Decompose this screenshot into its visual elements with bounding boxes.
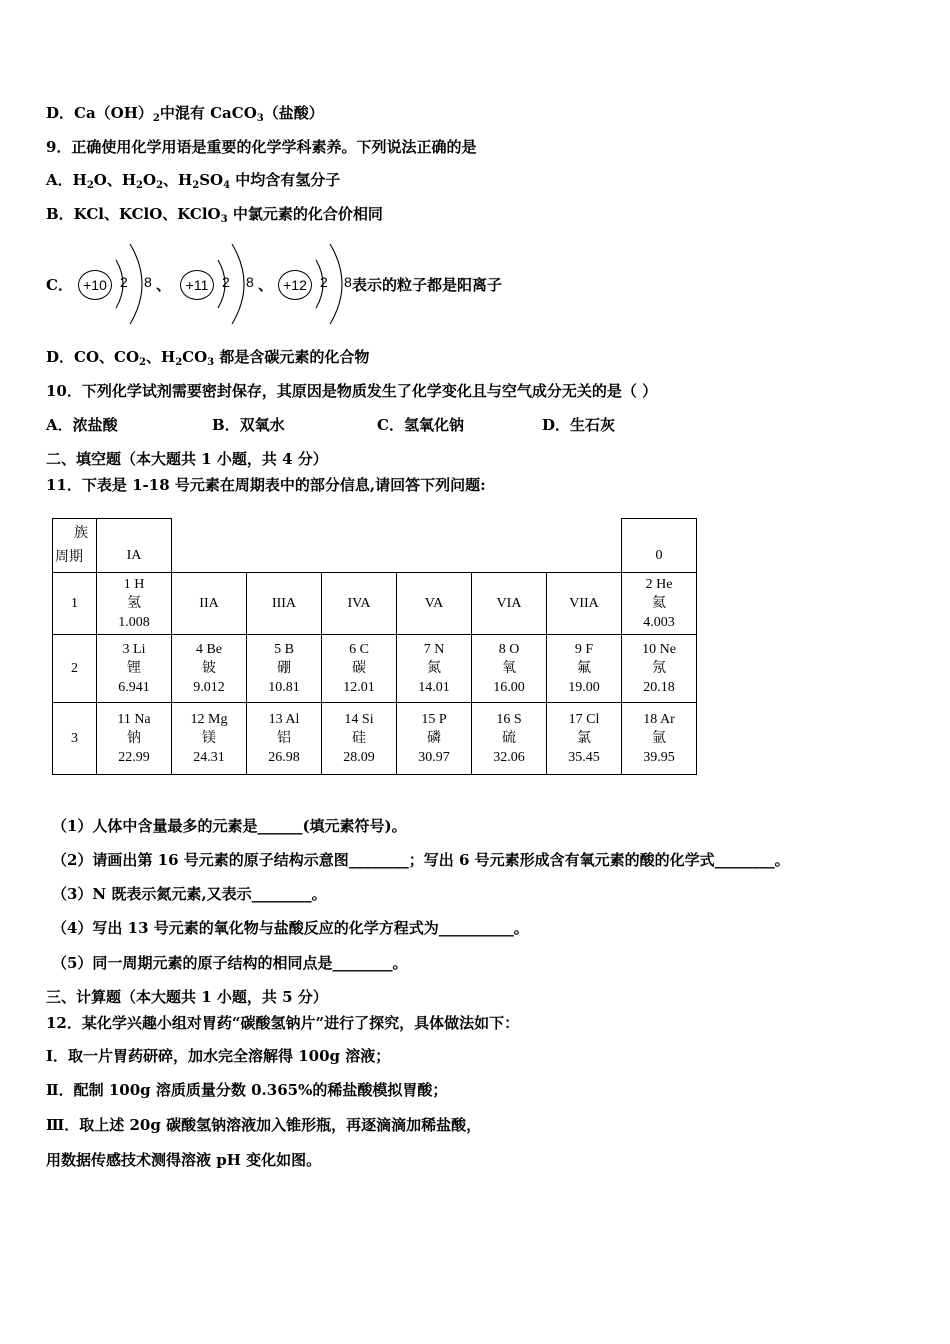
q10-option-a: A．浓盐酸 [46, 416, 118, 434]
element-cell: 12 Mg 镁 24.31 [172, 703, 247, 775]
shell-1-count: 2 [222, 274, 230, 290]
q9-option-c-text: 表示的粒子都是阳离子 [352, 276, 503, 294]
q12-step-3: Ⅲ．取上述 20g 碳酸氢钠溶液加入锥形瓶，再逐滴滴加稀盐酸， [46, 1116, 482, 1134]
element-cell: 7 N 氮 14.01 [397, 635, 472, 703]
element-cell: 4 Be 铍 9.012 [172, 635, 247, 703]
q11-sub-1: （1）人体中含量最多的元素是______(填元素符号)。 [52, 817, 407, 835]
q12-stem: 12．某化学兴趣小组对胃药“碳酸氢钠片”进行了探究，具体做法如下： [46, 1014, 520, 1032]
q9-option-a: A．$H_2O$、$H_2O_2$、$H_2SO_4$ 中均含有氢分子 [46, 171, 341, 191]
element-cell: 9 F 氟 19.00 [547, 635, 622, 703]
q8-option-d: D．$Ca(OH)_2$中混有 CaCO$_3$（盐酸） [46, 104, 324, 124]
element-cell: 5 B 硼 10.81 [247, 635, 322, 703]
atom-diagram-na [180, 238, 280, 328]
q10-option-c: C．氢氧化钠 [377, 416, 464, 434]
q11-sub-4: （4）写出 13 号元素的氧化物与盐酸反应的化学方程式为__________。 [52, 919, 529, 937]
separator: 、 [156, 276, 172, 294]
shell-2-count: 8 [246, 274, 254, 290]
nucleus: +10 [78, 270, 112, 300]
q10-option-b: B．双氧水 [212, 416, 285, 434]
group-ia-header: IA [97, 519, 172, 573]
q11-sub-3: （3）N 既表示氮元素,又表示________。 [52, 885, 327, 903]
nucleus: +12 [278, 270, 312, 300]
element-cell: 8 O 氧 16.00 [472, 635, 547, 703]
element-cell: 15 P 磷 30.97 [397, 703, 472, 775]
element-cell: 14 Si 硅 28.09 [322, 703, 397, 775]
element-cell: 18 Ar 氩 39.95 [622, 703, 697, 775]
q9-stem: 9．正确使用化学用语是重要的化学学科素养。下列说法正确的是 [46, 138, 477, 156]
shell-1-count: 2 [320, 274, 328, 290]
group-va-header: VA [397, 573, 472, 635]
section-2-heading: 二、填空题（本大题共 1 小题，共 4 分） [46, 450, 328, 468]
period-1: 1 [53, 573, 97, 635]
atom-diagram-mg [278, 238, 358, 328]
q9-option-d: D．CO、$CO_2$、$H_2CO_3$ 都是含碳元素的化合物 [46, 348, 370, 368]
periodic-table [52, 518, 697, 775]
element-cell: 17 Cl 氯 35.45 [547, 703, 622, 775]
element-cell: 11 Na 钠 22.99 [97, 703, 172, 775]
element-cell: 13 Al 铝 26.98 [247, 703, 322, 775]
group-0-header: 0 [622, 519, 697, 573]
element-cell: 6 C 碳 12.01 [322, 635, 397, 703]
q11-sub-5: （5）同一周期元素的原子结构的相同点是________。 [52, 954, 408, 972]
q11-sub-2: （2）请画出第 16 号元素的原子结构示意图________；写出 6 号元素形成含有氧元素的酸的化学式________。 [52, 851, 790, 869]
element-h: 1 H 氢 1.008 [97, 573, 172, 635]
q12-step-2: Ⅱ．配制 100g 溶质质量分数 0.365%的稀盐酸模拟胃酸； [46, 1081, 448, 1099]
shell-2-count: 8 [144, 274, 152, 290]
element-cell: 10 Ne 氖 20.18 [622, 635, 697, 703]
period-2: 2 [53, 635, 97, 703]
group-viia-header: VIIA [547, 573, 622, 635]
atom-diagram-ne [78, 238, 178, 328]
q9-option-b: B．KCl、KClO、KClO$_3$ 中氯元素的化合价相同 [46, 205, 383, 225]
period-3: 3 [53, 703, 97, 775]
corner-cell: 族 周期 [53, 519, 97, 573]
element-cell: 3 Li 锂 6.941 [97, 635, 172, 703]
q9-option-c-label: C． [46, 276, 73, 294]
q12-step-1: Ⅰ．取一片胃药研碎，加水完全溶解得 100g 溶液； [46, 1047, 391, 1065]
group-via-header: VIA [472, 573, 547, 635]
section-3-heading: 三、计算题（本大题共 1 小题，共 5 分） [46, 988, 328, 1006]
separator: 、 [258, 276, 274, 294]
element-cell: 16 S 硫 32.06 [472, 703, 547, 775]
element-he: 2 He 氦 4.003 [622, 573, 697, 635]
shell-1-count: 2 [120, 274, 128, 290]
q11-stem: 11．下表是 1-18 号元素在周期表中的部分信息,请回答下列问题: [46, 476, 486, 494]
group-iva-header: IVA [322, 573, 397, 635]
q12-step-3-cont: 用数据传感技术测得溶液 pH 变化如图。 [46, 1151, 322, 1169]
nucleus: +11 [180, 270, 214, 300]
q10-stem: 10．下列化学试剂需要密封保存，其原因是物质发生了化学变化且与空气成分无关的是（ ） [46, 382, 658, 400]
shell-2-count: 8 [344, 274, 352, 290]
q10-option-d: D．生石灰 [542, 416, 616, 434]
group-iia-header: IIA [172, 573, 247, 635]
group-iiia-header: IIIA [247, 573, 322, 635]
